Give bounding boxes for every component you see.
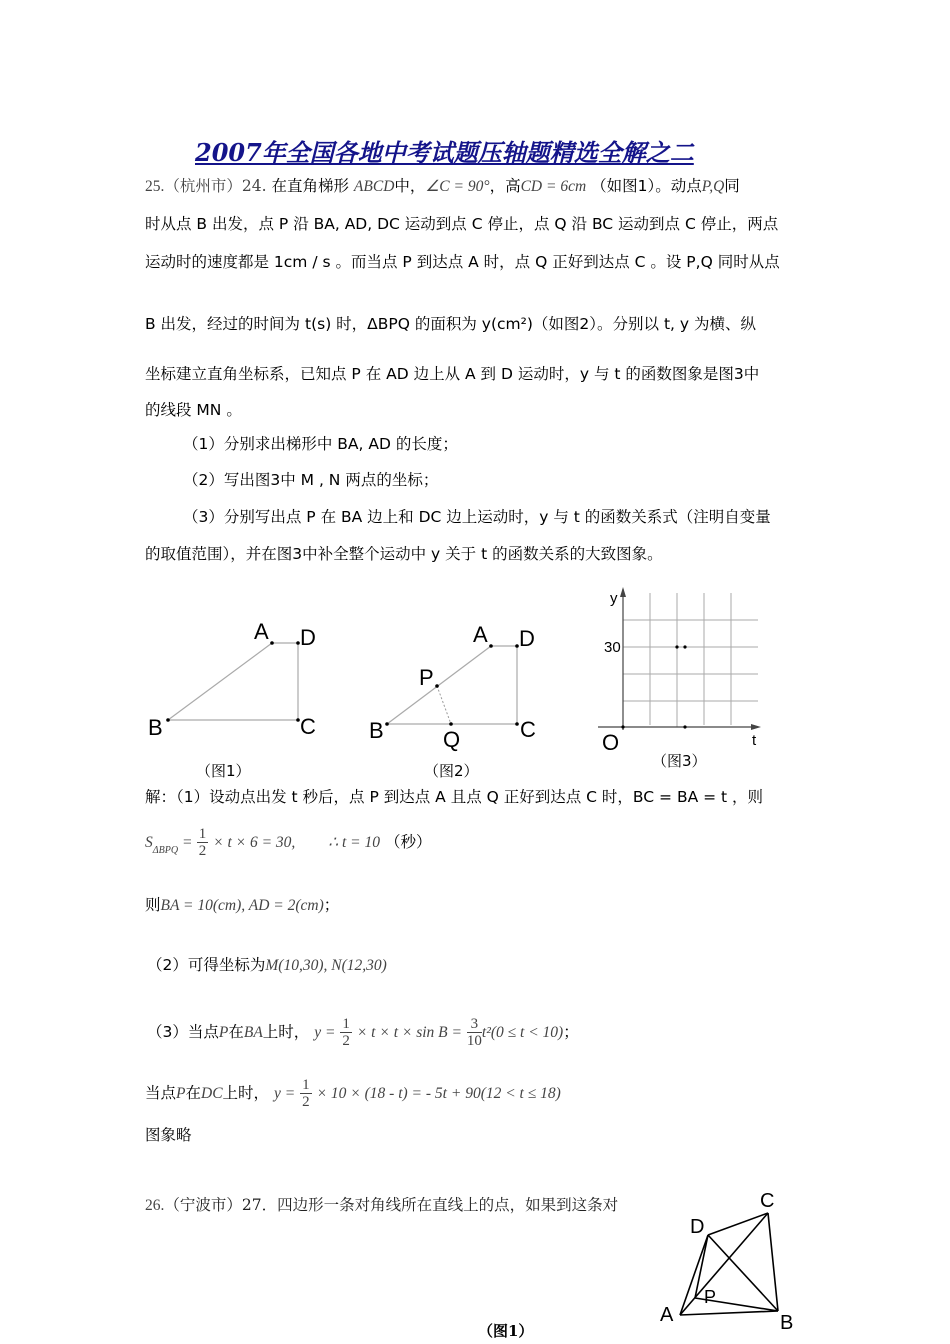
y-axis-arrow-icon — [620, 587, 626, 597]
problem-26-figure — [650, 1185, 810, 1344]
point-n — [683, 645, 686, 648]
solution-line-6: 当点P在DC上时， y = $\frac{1}{2}$ × 10 × (18 - t) = - 5t + 90(12 < t ≤ 18) — [145, 1077, 561, 1110]
angle-expr: ∠C = 90° — [425, 178, 490, 195]
edge-ab — [680, 1311, 778, 1315]
points-pq: P,Q — [701, 178, 725, 195]
unit-seconds: （秒） — [384, 833, 432, 851]
solution-line-7: 图象略 — [145, 1126, 192, 1144]
label-b: B — [148, 715, 163, 740]
label-d: D — [300, 625, 316, 650]
point-a — [489, 644, 493, 648]
therefore-expr: ∴ t = 10 — [328, 834, 381, 851]
point-b — [385, 722, 389, 726]
problem-25-line-3: 运动时的速度都是 1cm / s 。而当点 P 到达点 A 时，点 Q 正好到达点 C 。设 P,Q 同时从点 — [145, 253, 780, 271]
grid — [623, 593, 758, 725]
label-a: A — [473, 622, 488, 647]
problem-25-line-6: 的线段 MN 。 — [145, 401, 242, 419]
label-p: P — [419, 665, 434, 690]
t-axis-arrow-icon — [751, 724, 761, 730]
question-2: （2）写出图3中 M , N 两点的坐标； — [183, 471, 439, 489]
lengths-expr: BA = 10(cm), AD = 2(cm) — [160, 897, 324, 914]
question-3-line-1: （3）分别写出点 P 在 BA 边上和 DC 边上运动时，y 与 t 的函数关系式（注明自变量 — [183, 508, 771, 526]
axis-label-t: t — [752, 732, 757, 749]
problem-25-line-1 — [145, 176, 740, 197]
label-d: D — [519, 626, 535, 651]
figure-2 — [365, 618, 555, 758]
point-m — [675, 645, 678, 648]
label-b: B — [369, 718, 384, 743]
solution-line-4: （2）可得坐标为M(10,30), N(12,30) — [147, 956, 387, 974]
problem-26-figure-caption: （图1） — [478, 1322, 534, 1340]
problem-26-line-1: 26.（宁波市）27．四边形一条对角线所在直线上的点，如果到这条对 — [145, 1196, 619, 1214]
point-t12 — [683, 725, 686, 728]
fraction-half: $\frac{1}{2}$ — [198, 826, 207, 859]
solution-line-3: 则BA = 10(cm), AD = 2(cm)； — [145, 896, 340, 914]
label-a: A — [254, 619, 269, 644]
coords-expr: M(10,30), N(12,30) — [265, 957, 387, 974]
label-d: D — [690, 1216, 705, 1238]
point-a — [270, 641, 274, 645]
figure-3-caption: （图3） — [652, 752, 707, 770]
label-a: A — [660, 1304, 674, 1326]
text: 同 — [724, 177, 740, 195]
edge-cb — [768, 1213, 778, 1311]
figure-1 — [140, 615, 340, 775]
trapezoid-name: ABCD — [353, 178, 395, 195]
text: 在直角梯形 — [271, 177, 349, 195]
solution-line-5: （3）当点P在BA上时， y = $\frac{1}{2}$ × t × t × sin B = $\frac{3}{10}$ t²(0 ≤ t < 10)； — [147, 1016, 579, 1049]
problem-25-line-4: B 出发，经过的时间为 t(s) 时，ΔBPQ 的面积为 y(cm²)（如图2）。分别以 t, y 为横、纵 — [145, 315, 756, 333]
label-q: Q — [443, 727, 461, 752]
page-title: 2007年全国各地中考试题压轴题精选全解之二 — [195, 138, 694, 167]
figure-2-caption: （图2） — [424, 762, 479, 780]
label-c: C — [760, 1190, 775, 1212]
label-p: P — [704, 1287, 717, 1307]
edge-ba — [387, 646, 491, 724]
problem-25-line-5: 坐标建立直角坐标系，已知点 P 在 AD 边上从 A 到 D 运动时，y 与 t 的函数图象是图3中 — [145, 365, 760, 383]
figure-3 — [590, 585, 770, 755]
s-subscript: ΔBPQ — [152, 845, 179, 856]
fraction-3-10: $\frac{3}{10}$ — [466, 1016, 482, 1049]
label-c: C — [300, 714, 316, 739]
problem-source: （杭州市）24. — [164, 177, 267, 195]
problem-number: 25. — [145, 178, 165, 195]
label-c: C — [520, 717, 536, 742]
axis-label-y: y — [610, 590, 618, 607]
diagonal-db — [708, 1235, 778, 1311]
label-origin: O — [602, 730, 620, 755]
point-c — [515, 722, 519, 726]
fraction-half: $\frac{1}{2}$ — [342, 1016, 350, 1049]
question-3-line-2: 的取值范围），并在图3中补全整个运动中 y 关于 t 的函数关系的大致图象。 — [145, 545, 663, 563]
tick-30: 30 — [604, 639, 621, 656]
point-p — [435, 684, 439, 688]
figure-1-caption: （图1） — [196, 762, 251, 780]
point-origin — [621, 725, 624, 728]
solution-line-2 — [145, 826, 431, 859]
text: （如图1）。动点 — [591, 177, 702, 195]
solution-line-1: 解：（1）设动点出发 t 秒后，点 P 到达点 A 且点 Q 正好到达点 C 时，BC = BA = t ，则 — [145, 788, 764, 806]
text: ，高 — [489, 177, 521, 195]
question-1: （1）分别求出梯形中 BA, AD 的长度； — [183, 435, 458, 453]
segment-pq — [437, 686, 451, 724]
area-expr: × t × 6 = 30, — [213, 834, 296, 851]
point-b — [166, 718, 170, 722]
s-symbol: S — [145, 834, 153, 851]
point-q — [449, 722, 453, 726]
text: 中， — [394, 177, 426, 195]
fraction-half: $\frac{1}{2}$ — [302, 1077, 310, 1110]
height-expr: CD = 6cm — [520, 178, 587, 195]
label-b: B — [780, 1312, 794, 1334]
equals: = — [183, 834, 192, 851]
edge-ba — [168, 643, 272, 720]
problem-25-line-2: 时从点 B 出发，点 P 沿 BA, AD, DC 运动到点 C 停止，点 Q 沿 BC 运动到点 C 停止，两点 — [145, 215, 779, 233]
